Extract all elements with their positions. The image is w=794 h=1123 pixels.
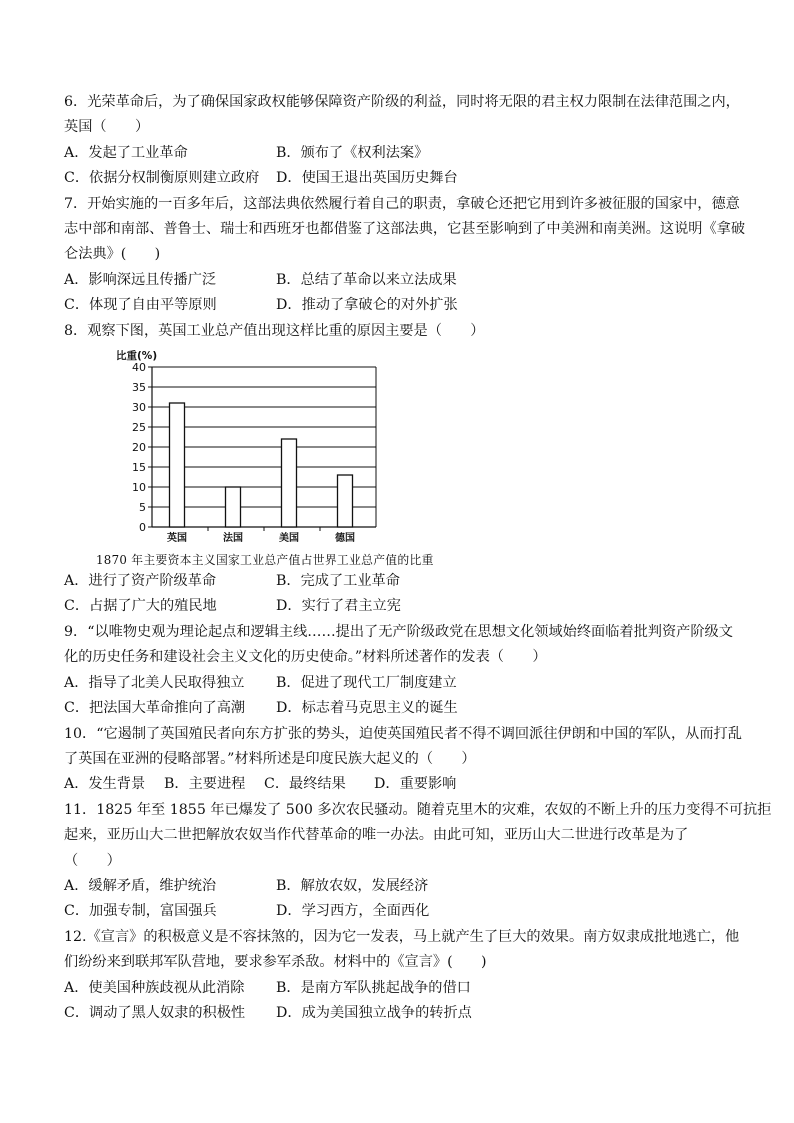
- options-row: [64, 874, 734, 899]
- question-6: [64, 90, 740, 192]
- options-row: [64, 569, 734, 594]
- option-D[interactable]: D．成为美国独立战争的转折点: [276, 1004, 472, 1021]
- chart-caption: 1870 年主要资本主义国家工业总产值占世界工业总产值的比重: [96, 553, 434, 568]
- option-B[interactable]: B．是南方军队挑起战争的借口: [276, 979, 471, 996]
- bar-美国: [282, 439, 297, 527]
- option-C[interactable]: C．占据了广大的殖民地: [64, 598, 217, 615]
- y-tick-label: 30: [132, 401, 146, 415]
- option-A[interactable]: A．使美国种族歧视从此消除: [64, 979, 245, 996]
- question-stem-line: 们纷纷来到联邦军队营地，要求参军杀敌。材料中的《宣言》( ): [64, 954, 487, 971]
- bar-德国: [338, 475, 353, 527]
- question-stem-line: 起来，亚历山大二世把解放农奴当作代替革命的唯一办法。由此可知，亚历山大二世进行改革是为了: [64, 827, 689, 844]
- question-11: [64, 798, 772, 925]
- bar-chart-figure: [64, 347, 734, 569]
- option-B[interactable]: B．促进了现代工厂制度建立: [276, 674, 457, 691]
- option-B[interactable]: B．主要进程: [164, 776, 246, 793]
- x-tick-label: 美国: [279, 533, 299, 545]
- option-C[interactable]: C．依据分权制衡原则建立政府: [64, 170, 260, 187]
- y-axis-label: 比重(%): [116, 350, 158, 363]
- question-stem-line: 仑法典》( ): [64, 246, 161, 263]
- options-row: [64, 141, 734, 166]
- question-stem-line: 志中部和南部、普鲁士、瑞士和西班牙也都借鉴了这部法典，它甚至影响到了中美洲和南美洲。这说明《拿破: [64, 221, 746, 238]
- y-tick-label: 25: [132, 421, 146, 435]
- y-tick-label: 35: [132, 381, 146, 395]
- option-A[interactable]: A．缓解矛盾，维护统治: [64, 877, 217, 894]
- options-row: [64, 1001, 734, 1026]
- option-D[interactable]: D．推动了拿破仑的对外扩张: [276, 297, 458, 314]
- question-stem-line: 8．观察下图，英国工业总产值出现这样比重的原因主要是（ ）: [64, 322, 485, 339]
- question-stem-line: 9．“以唯物史观为理论起点和逻辑主线……提出了无产阶级政党在思想文化领域始终面临着批判资产阶级文: [64, 623, 733, 640]
- question-stem-line: 10．“它遏制了英国殖民者向东方扩张的势头，迫使英国殖民者不得不调回派往伊朗和中国的军队，从而打乱: [64, 725, 742, 742]
- question-stem-line: （ ）: [64, 852, 121, 869]
- options-row: [64, 594, 734, 619]
- question-stem-line: 6．光荣革命后，为了确保国家政权能够保障资产阶级的利益，同时将无限的君主权力限制在法律范围之内，: [64, 94, 740, 110]
- y-tick-label: 40: [132, 361, 146, 375]
- question-7: [64, 192, 746, 319]
- question-stem-line: 11．1825 年至 1855 年已爆发了 500 多次农民骚动。随着克里木的灾难，农奴的不断上升的压力变得不可抗拒: [64, 801, 772, 818]
- question-stem-line: 7．开始实施的一百多年后，这部法典依然履行着自己的职责，拿破仑还把它用到许多被征服的国家中，德意: [64, 195, 740, 212]
- option-A[interactable]: A．发起了工业革命: [64, 144, 188, 161]
- option-D[interactable]: D．实行了君主立宪: [276, 598, 401, 615]
- options-row: [64, 268, 734, 293]
- option-D[interactable]: D．标志着马克思主义的诞生: [276, 700, 458, 717]
- option-D[interactable]: D．使国王退出英国历史舞台: [276, 170, 458, 187]
- options-row: [64, 899, 734, 924]
- exam-page: [64, 90, 772, 1026]
- bar-chart: [100, 347, 500, 547]
- option-B[interactable]: B．总结了革命以来立法成果: [276, 271, 457, 288]
- y-tick-label: 0: [139, 521, 146, 535]
- option-A[interactable]: A．影响深远且传播广泛: [64, 271, 217, 288]
- option-A[interactable]: A．发生背景: [64, 776, 146, 793]
- option-C[interactable]: C．调动了黑人奴隶的积极性: [64, 1004, 246, 1021]
- options-row: [64, 166, 734, 191]
- y-tick-label: 5: [139, 501, 146, 515]
- option-D[interactable]: D．重要影响: [374, 776, 457, 793]
- option-C[interactable]: C．加强专制，富国强兵: [64, 903, 217, 920]
- option-C[interactable]: C．把法国大革命推向了高潮: [64, 700, 246, 717]
- question-stem-line: 了英国在亚洲的侵略部署。”材料所述是印度民族大起义的（ ）: [64, 750, 476, 767]
- options-row: [64, 671, 734, 696]
- option-A[interactable]: A．进行了资产阶级革命: [64, 573, 217, 590]
- options-row: [64, 293, 734, 318]
- y-tick-label: 20: [132, 441, 146, 455]
- option-D[interactable]: D．学习西方，全面西化: [276, 903, 430, 920]
- option-A[interactable]: A．指导了北美人民取得独立: [64, 674, 245, 691]
- options-row: [64, 772, 734, 797]
- y-tick-label: 10: [132, 481, 146, 495]
- option-B[interactable]: B．解放农奴，发展经济: [276, 877, 429, 894]
- options-row: [64, 976, 734, 1001]
- option-B[interactable]: B．颁布了《权利法案》: [276, 144, 429, 161]
- option-B[interactable]: B．完成了工业革命: [276, 573, 400, 590]
- question-10: [64, 722, 742, 798]
- bar-法国: [226, 487, 241, 527]
- question-stem-line: 化的历史任务和建设社会主义文化的历史使命。”材料所述著作的发表（ ）: [64, 649, 547, 666]
- x-tick-label: 法国: [223, 533, 243, 545]
- question-stem-line: 英国（ ）: [64, 119, 150, 136]
- option-C[interactable]: C．体现了自由平等原则: [64, 297, 217, 314]
- question-9: [64, 620, 734, 722]
- x-tick-label: 德国: [335, 533, 355, 545]
- x-tick-label: 英国: [167, 533, 187, 545]
- options-row: [64, 696, 734, 721]
- question-8: [64, 319, 734, 620]
- question-stem-line: 12.《宣言》的积极意义是不容抹煞的，因为它一发表，马上就产生了巨大的效果。南方奴隶成批地逃亡，他: [64, 928, 740, 945]
- bar-英国: [170, 403, 185, 527]
- question-12: [64, 925, 740, 1027]
- y-tick-label: 15: [132, 461, 146, 475]
- option-C[interactable]: C．最终结果: [264, 776, 346, 793]
